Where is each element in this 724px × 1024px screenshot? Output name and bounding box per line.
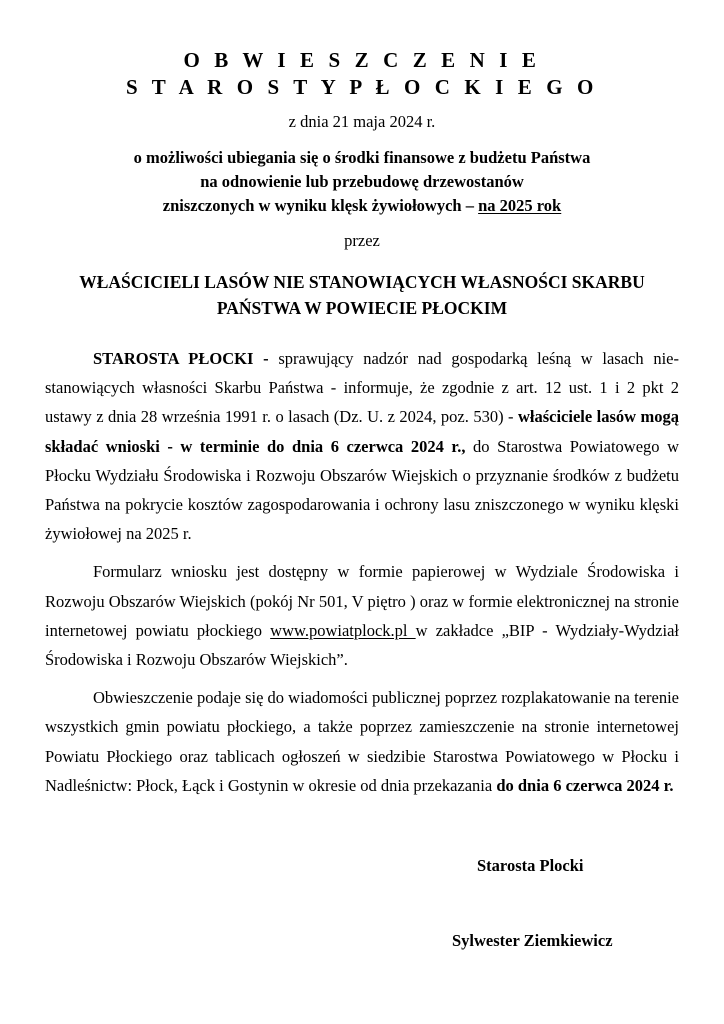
paragraph-1-run-1: STAROSTA PŁOCKI -	[93, 349, 279, 368]
paragraph-1	[45, 344, 679, 548]
subtitle-line-3	[45, 194, 679, 218]
paragraph-2	[45, 557, 679, 674]
paragraph-3-run-1: Obwieszczenie podaje się do wiadomości publicznej poprzez rozplakatowanie na terenie wszystkich gmin powiatu płockiego, a także poprzez zamieszczenie na stronie internetowej Powiatu Płockiego oraz tablicach ogłoszeń w siedzibie Starostwa Powiatowego w Płocku i Nadleśnictw: Płock, Łąck i Gostynin w okresie od dnia przekazania	[45, 688, 679, 795]
paragraph-1-run-2: sprawujący nadzór nad gospodarką leśną w lasach nie-stanowiących własności Skarbu Państwa - informuje, że zgodnie z art. 12 ust. 1 i 2 pkt 2 ustawy z dnia 28 września 1991 r. o lasach (Dz. U. z 2024, poz. 530) -	[45, 349, 679, 427]
przez-label: przez	[344, 231, 380, 250]
signature-block	[45, 855, 679, 952]
document-subtitle	[45, 146, 679, 218]
recipient-line-1: WŁAŚCICIELI LASÓW NIE STANOWIĄCYCH WŁASNOŚCI SKARBU	[79, 272, 645, 292]
powiatplock-url[interactable]: www.powiatplock.pl	[270, 620, 416, 640]
paragraph-3-run-2: do dnia 6 czerwca 2024 r.	[496, 775, 674, 795]
paragraph-2-run-3: w zakładce „BIP - Wydziały-Wydział Środowiska i Rozwoju Obszarów Wiejskich”.	[45, 620, 679, 670]
paragraph-3	[45, 683, 679, 800]
signature-role: Starosta Plocki	[477, 856, 584, 876]
subtitle-year-underlined: na 2025 rok	[478, 196, 562, 215]
document-body	[45, 344, 679, 800]
signature-name: Sylwester Ziemkiewicz	[452, 931, 613, 951]
document-title-line-1: O B W I E S Z C Z E N I E	[183, 48, 541, 72]
subtitle-line-2: na odnowienie lub przebudowę drzewostanów	[200, 172, 524, 191]
document-title	[45, 0, 679, 101]
paragraph-1-run-4: do Starostwa Powiatowego w Płocku Wydziału Środowiska i Rozwoju Obszarów Wiejskich o przyznanie środków z budżetu Państwa na pokrycie kosztów zagospodarowania i ochrony lasu zniszczonego w wyniku klęski żywiołowej na 2025 r.	[45, 436, 679, 544]
recipient-heading	[45, 269, 679, 321]
paragraph-2-run-1: Formularz wniosku jest dostępny w formie papierowej w Wydziale Środowiska i Rozwoju Obszarów Wiejskich (pokój Nr 501, V piętro ) oraz w formie elektronicznej na stronie internetowej powiatu płockiego	[45, 562, 679, 640]
recipient-line-2: PAŃSTWA W POWIECIE PŁOCKIM	[216, 298, 508, 318]
document-date: z dnia 21 maja 2024 r.	[288, 112, 436, 131]
paragraph-1-run-3: właściciele lasów mogą składać wnioski - w terminie do dnia 6 czerwca 2024 r.,	[45, 407, 679, 456]
document-title-line-2: S T A R O S T Y P Ł O C K I E G O	[126, 75, 598, 99]
subtitle-line-3-prefix: zniszczonych w wyniku klęsk żywiołowych –	[162, 196, 479, 215]
subtitle-line-1: o możliwości ubiegania się o środki finansowe z budżetu Państwa	[133, 148, 591, 167]
